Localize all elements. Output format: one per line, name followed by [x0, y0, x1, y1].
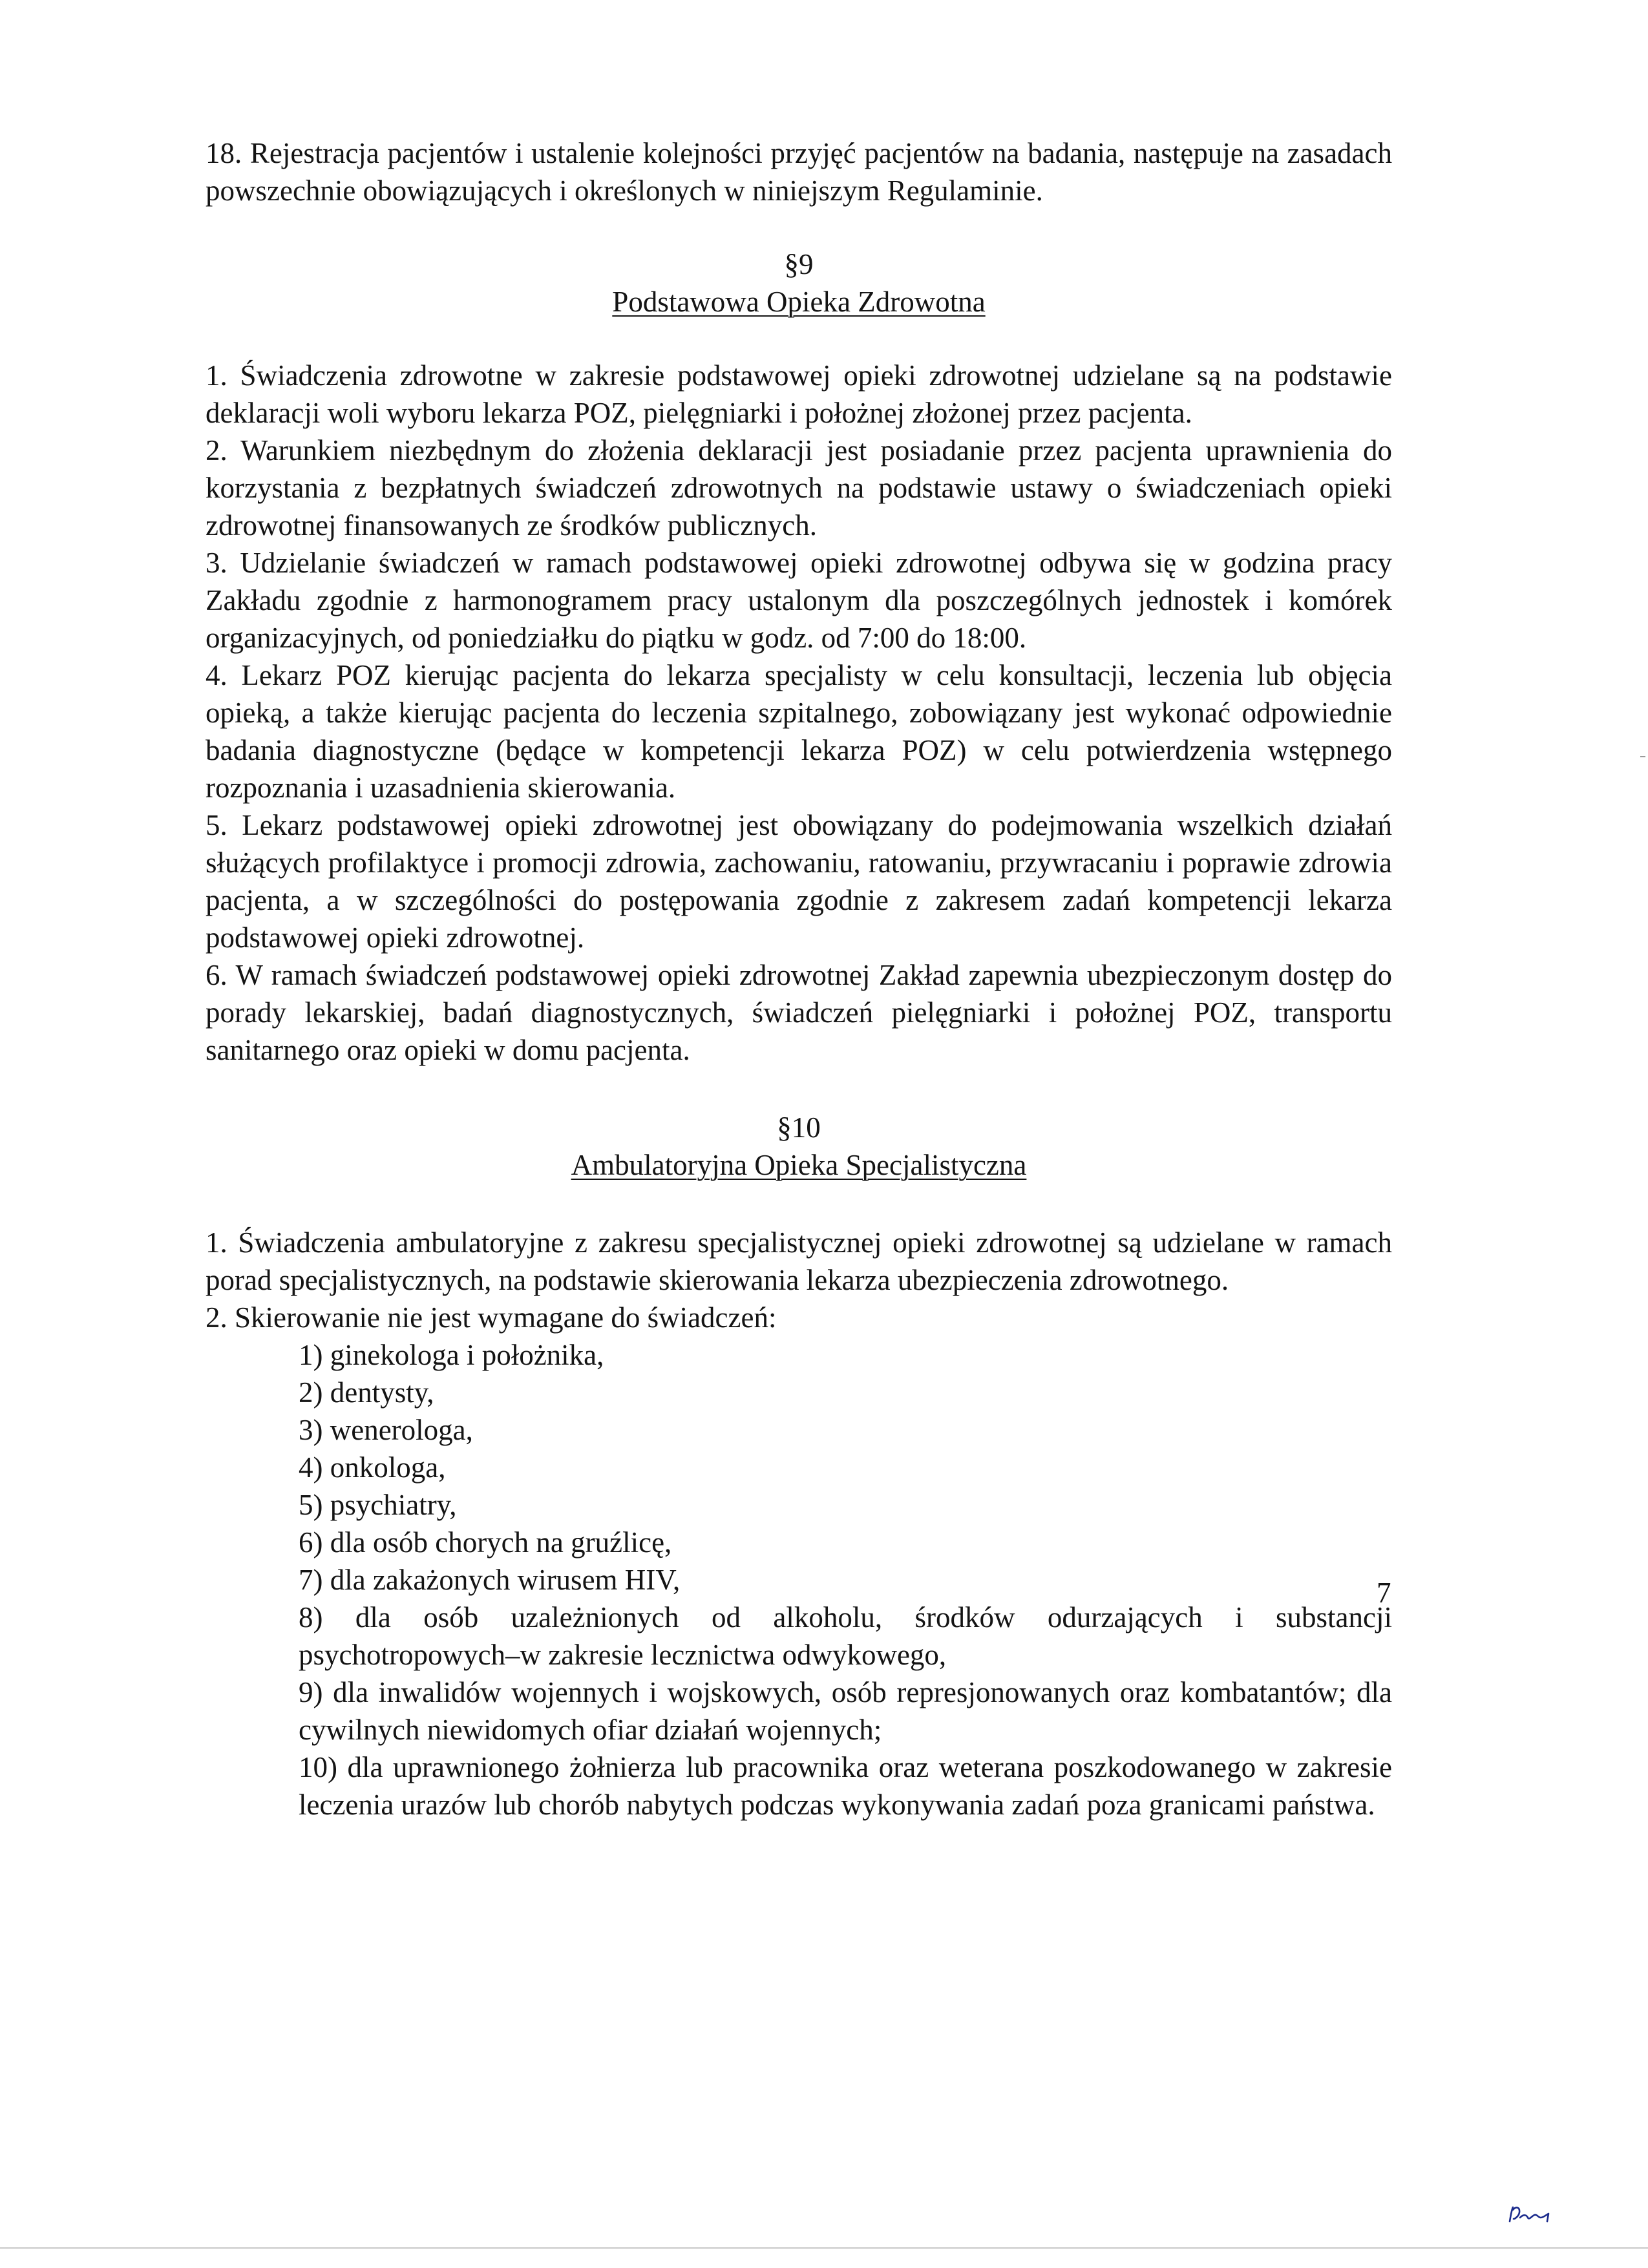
- section-10-title: [206, 1146, 1392, 1184]
- list-item: 6) dla osób chorych na gruźlicę,: [299, 1526, 672, 1559]
- list-item: 9) dla inwalidów wojennych i wojskowych, osób represjonowanych oraz kombatantów; dla cywilnych niewidomych ofiar działań wojennych;: [299, 1676, 1392, 1746]
- list-item: 5) psychiatry,: [299, 1489, 457, 1521]
- handwritten-initials-signature: [1507, 2202, 1552, 2228]
- margin-mark: [1640, 756, 1645, 757]
- scan-edge-line: [0, 2247, 1648, 2249]
- referral-exemption-list: [206, 1336, 1392, 1823]
- list-item: 10) dla uprawnionego żołnierza lub pracownika oraz weterana poszkodowanego w zakresie leczenia urazów lub chorób nabytych podczas wykonywania zadań poza granicami państwa.: [299, 1751, 1392, 1821]
- section-10-title-text: Ambulatoryjna Opieka Specjalistyczna: [571, 1149, 1027, 1181]
- paragraph-18: 18. Rejestracja pacjentów i ustalenie kolejności przyjęć pacjentów na badania, następuje na zasadach powszechnie obowiązujących i określonych w niniejszym Regulaminie.: [206, 137, 1392, 207]
- section-10-paragraph-2: 2. Skierowanie nie jest wymagane do świadczeń:: [206, 1301, 777, 1334]
- section-9-paragraph-6: 6. W ramach świadczeń podstawowej opieki zdrowotnej Zakład zapewnia ubezpieczonym dostęp do porady lekarskiej, badań diagnostycznych, świadczeń pielęgniarki i położnej POZ, transportu sanitarnego oraz opieki w domu pacjenta.: [206, 959, 1392, 1066]
- section-9-title: [206, 283, 1392, 320]
- page-number: 7: [1377, 1577, 1391, 1609]
- list-item: 8) dla osób uzależnionych od alkoholu, środków odurzających i substancji psychotropowych–w zakresie lecznictwa odwykowego,: [299, 1601, 1392, 1671]
- section-9-paragraph-3: 3. Udzielanie świadczeń w ramach podstawowej opieki zdrowotnej odbywa się w godzina pracy Zakładu zgodnie z harmonogramem pracy ustalonym dla poszczególnych jednostek i komórek organizacyjnych, od poniedziałku do piątku w godz. od 7:00 do 18:00.: [206, 547, 1392, 654]
- section-9-paragraph-2: 2. Warunkiem niezbędnym do złożenia deklaracji jest posiadanie przez pacjenta uprawnienia do korzystania z bezpłatnych świadczeń zdrowotnych na podstawie ustawy o świadczeniach opieki zdrowotnej finansowanych ze środków publicznych.: [206, 434, 1392, 541]
- list-item: 2) dentysty,: [299, 1376, 434, 1409]
- list-item: 1) ginekologa i położnika,: [299, 1339, 604, 1371]
- list-item: 7) dla zakażonych wirusem HIV,: [299, 1564, 681, 1596]
- section-10-paragraph-1: 1. Świadczenia ambulatoryjne z zakresu specjalistycznej opieki zdrowotnej są udzielane w ramach porad specjalistycznych, na podstawie skierowania lekarza ubezpieczenia zdrowotnego.: [206, 1226, 1392, 1296]
- list-item: 4) onkologa,: [299, 1451, 446, 1484]
- list-item: 3) wenerologa,: [299, 1414, 473, 1446]
- section-9-paragraph-1: 1. Świadczenia zdrowotne w zakresie podstawowej opieki zdrowotnej udzielane są na podstawie deklaracji woli wyboru lekarza POZ, pielęgniarki i położnej złożonej przez pacjenta.: [206, 359, 1392, 429]
- section-10-number: §10: [777, 1111, 821, 1144]
- section-9-paragraph-4: 4. Lekarz POZ kierując pacjenta do lekarza specjalisty w celu konsultacji, leczenia lub objęcia opieką, a także kierując pacjenta do leczenia szpitalnego, zobowiązany jest wykonać odpowiednie badania diagnostyczne (będące w kompetencji lekarza POZ) w celu potwierdzenia wstępnego rozpoznania i uzasadnienia skierowania.: [206, 659, 1392, 804]
- section-9-number: §9: [784, 248, 814, 280]
- page-content: [206, 134, 1392, 1823]
- section-9-paragraph-5: 5. Lekarz podstawowej opieki zdrowotnej jest obowiązany do podejmowania wszelkich działań służących profilaktyce i promocji zdrowia, zachowaniu, ratowaniu, przywracaniu i poprawie zdrowia pacjenta, a w szczególności do postępowania zgodnie z zakresem zadań kompetencji lekarza podstawowej opieki zdrowotnej.: [206, 809, 1392, 954]
- section-9-title-text: Podstawowa Opieka Zdrowotna: [612, 286, 986, 318]
